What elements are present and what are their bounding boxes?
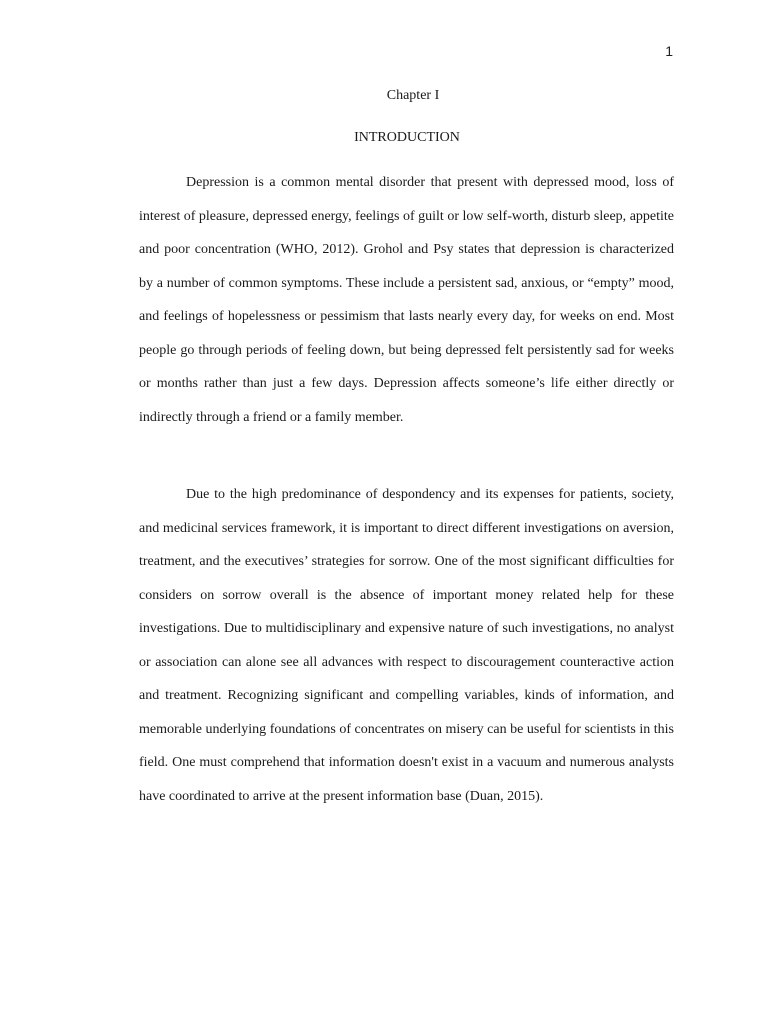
chapter-label: Chapter I xyxy=(386,88,440,103)
page-number: 1 xyxy=(665,43,673,59)
chapter-title: INTRODUCTION xyxy=(354,130,460,145)
paragraph-research-challenges: Due to the high predominance of despondency and its expenses for patients, society, and medicinal services framework, it is important to direct different investigations on aversion, treatment, and the executives’ strategies for sorrow. One of the most significant difficulties for considers on sorrow overall is the absence of important money related help for these investigations. Due to multidisciplinary and expensive nature of such investigations, no analyst or association can alone see all advances with respect to discouragement counteractive action and treatment. Recognizing significant and compelling variables, kinds of information, and memorable underlying foundations of concentrates on misery can be useful for scientists in this field. One must comprehend that information doesn't exist in a vacuum and numerous analysts have coordinated to arrive at the present information base (Duan, 2015). xyxy=(139,487,674,804)
paragraph-depression-definition: Depression is a common mental disorder that present with depressed mood, loss of interest of pleasure, depressed energy, feelings of guilt or low self-worth, disturb sleep, appetite and poor concentration (WHO, 2012). Grohol and Psy states that depression is characterized by a number of common symptoms. These include a persistent sad, anxious, or “empty” mood, and feelings of hopelessness or pessimism that lasts nearly every day, for weeks on end. Most people go through periods of feeling down, but being depressed felt persistently sad for weeks or months rather than just a few days. Depression affects someone’s life either directly or indirectly through a friend or a family member. xyxy=(139,175,674,425)
